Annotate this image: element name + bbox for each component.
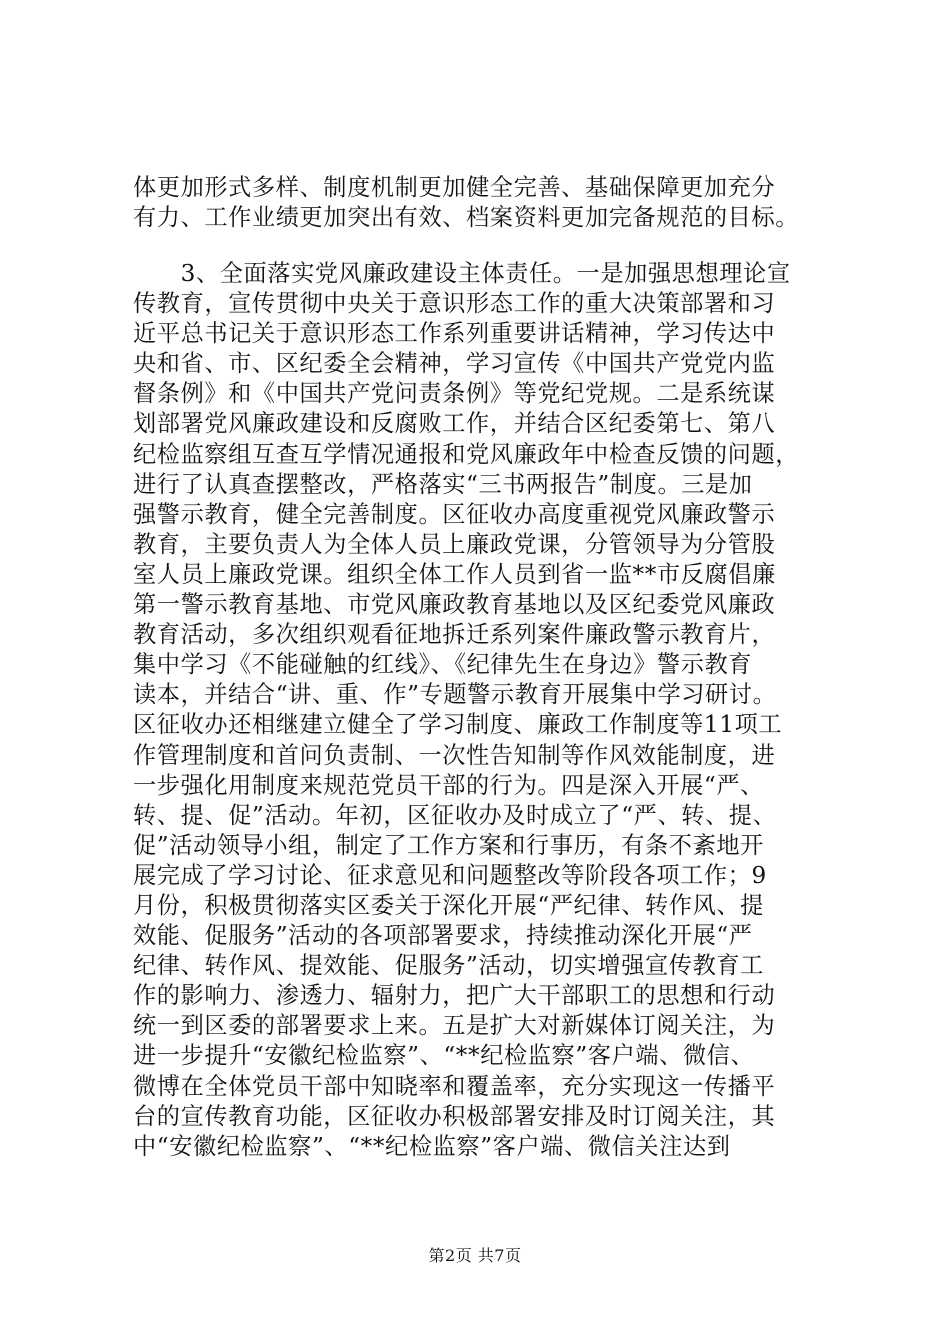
text-line: 纪律、转作风、提效能、促服务”活动，切实增强宣传教育工 [133,952,764,980]
text-line: 台的宣传教育功能，区征收办积极部署安排及时订阅关注，其 [133,1102,776,1130]
text-line: 督条例》和《中国共产党问责条例》等党纪党规。二是系统谋 [133,380,776,408]
text-line: 传教育，宣传贯彻中央关于意识形态工作的重大决策部署和习 [133,290,776,318]
text-line: 转、提、促”活动。年初，区征收办及时成立了“严、转、提、 [133,801,777,829]
page-footer [0,1243,950,1266]
text-line: 室人员上廉政党课。组织全体工作人员到省一监**市反腐倡廉 [133,560,776,588]
text-line: 有力、工作业绩更加突出有效、档案资料更加完备规范的目标。 [133,204,800,232]
text-line: 体更加形式多样、制度机制更加健全完善、基础保障更加充分 [133,174,776,201]
paragraph-section-3 [133,259,833,1162]
text-line: 第一警示教育基地、市党风廉政教育基地以及区纪委党风廉政 [133,591,776,619]
text-line: 一步强化用制度来规范党员干部的行为。四是深入开展“严、 [133,771,764,799]
text-line: 统一到区委的部署要求上来。五是扩大对新媒体订阅关注，为 [133,1012,776,1040]
text-line: 促”活动领导小组，制定了工作方案和行事历，有条不紊地开 [133,831,764,859]
text-line: 进行了认真查摆整改，严格落实“三书两报告”制度。三是加 [133,470,753,498]
text-line: 纪检监察组互查互学情况通报和党风廉政年中检查反馈的问题， [133,440,800,468]
text-line: 集中学习《不能碰触的红线》、《纪律先生在身边》警示教育 [133,651,753,679]
text-line: 作的影响力、渗透力、辐射力，把广大干部职工的思想和行动 [133,982,776,1010]
text-line: 央和省、市、区纪委全会精神，学习宣传《中国共产党党内监 [133,350,776,378]
paragraph-continuation [133,173,833,233]
text-line: 读本，并结合“讲、重、作”专题警示教育开展集中学习研讨。 [133,681,777,709]
text-line: 3、全面落实党风廉政建设主体责任。一是加强思想理论宣 [133,260,791,287]
text-line: 中“安徽纪检监察”、“**纪检监察”客户端、微信关注达到 [133,1132,731,1160]
text-line: 展完成了学习讨论、征求意见和问题整改等阶段各项工作；9 [133,861,767,889]
text-line: 进一步提升“安徽纪检监察”、“**纪检监察”客户端、微信、 [133,1042,755,1070]
text-line: 教育活动，多次组织观看征地拆迁系列案件廉政警示教育片， [133,621,776,649]
text-line: 微博在全体党员干部中知晓率和覆盖率，充分实现这一传播平 [133,1072,776,1100]
text-line: 月份，积极贯彻落实区委关于深化开展“严纪律、转作风、提 [133,891,764,919]
text-line: 近平总书记关于意识形态工作系列重要讲话精神，学习传达中 [133,320,776,348]
page-number-label: 第2页 共7页 [428,1246,522,1265]
text-line: 强警示教育，健全完善制度。区征收办高度重视党风廉政警示 [133,500,776,528]
text-line: 作管理制度和首问负责制、一次性告知制等作风效能制度，进 [133,741,776,769]
text-line: 区征收办还相继建立健全了学习制度、廉政工作制度等11项工 [133,711,783,739]
text-line: 教育，主要负责人为全体人员上廉政党课，分管领导为分管股 [133,530,776,558]
text-line: 划部署党风廉政建设和反腐败工作，并结合区纪委第七、第八 [133,410,776,438]
text-line: 效能、促服务”活动的各项部署要求，持续推动深化开展“严 [133,922,753,950]
